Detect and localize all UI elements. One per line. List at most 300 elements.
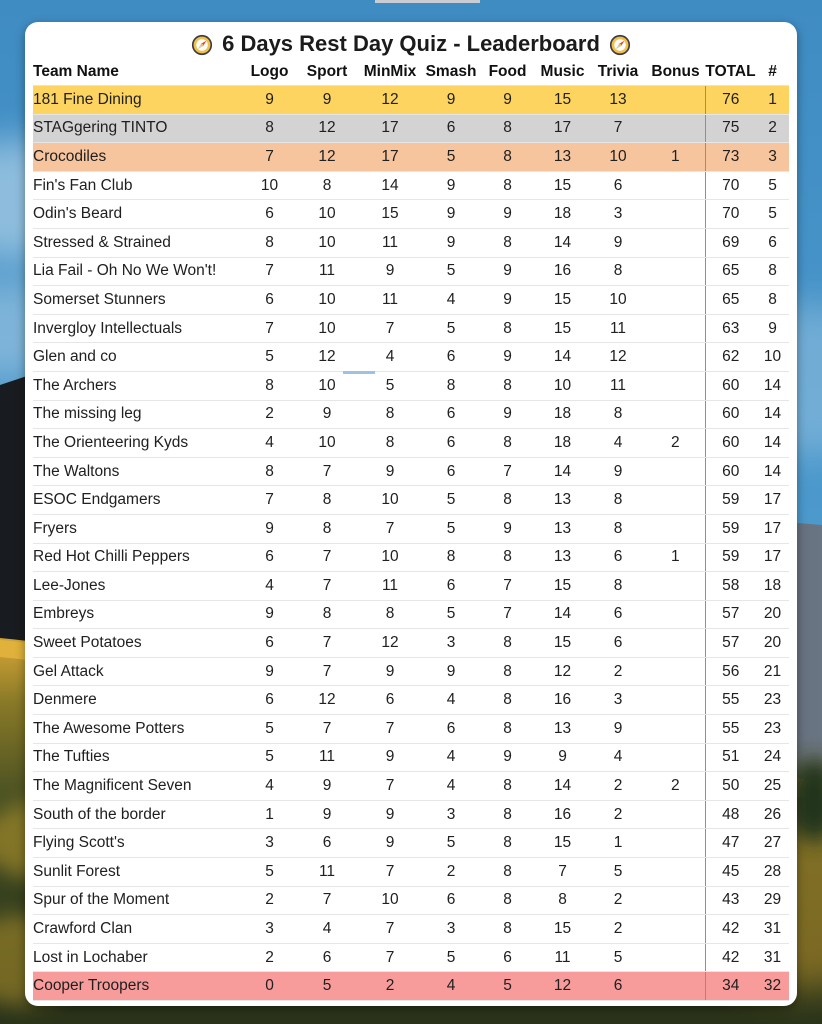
rank-cell: 8 [756,286,789,315]
rank-cell: 10 [756,343,789,372]
score-cell: 8 [480,800,535,829]
score-cell [646,943,705,972]
table-row [33,400,789,429]
score-cell: 6 [422,400,480,429]
score-cell: 8 [243,114,296,143]
score-cell: 10 [296,429,358,458]
score-cell: 18 [535,200,590,229]
score-cell: 1 [646,143,705,172]
rank-cell: 27 [756,829,789,858]
score-cell: 11 [358,286,422,315]
score-cell: 4 [243,772,296,801]
score-cell: 8 [480,629,535,658]
score-cell [646,343,705,372]
score-cell: 13 [535,486,590,515]
score-cell: 15 [535,572,590,601]
team-name-cell: The Waltons [33,457,243,486]
score-cell: 6 [422,457,480,486]
rank-cell: 20 [756,600,789,629]
page-title [33,28,789,59]
score-cell: 3 [422,629,480,658]
score-cell: 10 [296,314,358,343]
score-cell: 15 [535,286,590,315]
score-cell: 8 [296,514,358,543]
total-cell: 69 [705,228,756,257]
score-cell: 6 [243,543,296,572]
score-cell: 5 [422,143,480,172]
rank-cell: 17 [756,486,789,515]
table-row [33,972,789,1001]
score-cell: 9 [422,228,480,257]
score-cell: 10 [296,228,358,257]
team-name-cell: The missing leg [33,400,243,429]
score-cell: 10 [535,371,590,400]
score-cell: 14 [358,171,422,200]
column-header-music: Music [535,59,590,86]
team-name-cell: Embreys [33,600,243,629]
score-cell: 6 [590,629,646,658]
score-cell: 8 [243,371,296,400]
table-row [33,514,789,543]
score-cell [646,171,705,200]
top-scrollbar-strip [375,0,480,3]
score-cell: 4 [590,743,646,772]
score-cell: 13 [535,514,590,543]
score-cell: 10 [243,171,296,200]
column-header-smash: Smash [422,59,480,86]
score-cell: 5 [480,972,535,1001]
score-cell: 17 [358,143,422,172]
compass-icon [191,33,213,55]
score-cell: 7 [296,457,358,486]
total-cell: 59 [705,486,756,515]
score-cell: 8 [358,429,422,458]
team-name-cell: Lee-Jones [33,572,243,601]
total-cell: 47 [705,829,756,858]
score-cell: 16 [535,800,590,829]
score-cell: 7 [243,257,296,286]
score-cell [646,371,705,400]
column-header-food: Food [480,59,535,86]
score-cell: 9 [358,457,422,486]
score-cell: 5 [422,829,480,858]
score-cell: 8 [480,143,535,172]
score-cell: 2 [646,772,705,801]
score-cell [646,200,705,229]
total-cell: 75 [705,114,756,143]
score-cell: 9 [480,86,535,115]
score-cell: 9 [358,743,422,772]
score-cell: 6 [358,686,422,715]
score-cell [646,572,705,601]
score-cell: 6 [296,829,358,858]
table-row [33,86,789,115]
score-cell: 8 [422,371,480,400]
team-name-cell: Fin's Fan Club [33,171,243,200]
score-cell: 6 [422,715,480,744]
table-row [33,772,789,801]
score-cell: 15 [358,200,422,229]
total-cell: 58 [705,572,756,601]
team-name-cell: Crawford Clan [33,915,243,944]
score-cell: 7 [296,572,358,601]
score-cell: 11 [296,858,358,887]
score-cell: 12 [535,972,590,1001]
rank-cell: 24 [756,743,789,772]
score-cell: 3 [590,686,646,715]
score-cell: 6 [422,886,480,915]
score-cell: 7 [296,657,358,686]
score-cell: 11 [358,228,422,257]
column-header-trivia: Trivia [590,59,646,86]
team-name-cell: The Archers [33,371,243,400]
score-cell: 12 [296,143,358,172]
score-cell: 7 [480,572,535,601]
table-row [33,686,789,715]
rank-cell: 2 [756,114,789,143]
score-cell: 10 [590,286,646,315]
score-cell: 5 [243,343,296,372]
score-cell: 12 [358,629,422,658]
score-cell: 8 [480,829,535,858]
score-cell: 15 [535,915,590,944]
rank-cell: 14 [756,457,789,486]
table-row [33,143,789,172]
score-cell: 8 [358,600,422,629]
score-cell [646,286,705,315]
score-cell: 6 [590,543,646,572]
score-cell: 17 [535,114,590,143]
score-cell: 2 [590,657,646,686]
score-cell: 2 [646,429,705,458]
score-cell: 15 [535,171,590,200]
score-cell: 4 [422,972,480,1001]
score-cell: 18 [535,429,590,458]
score-cell: 8 [480,886,535,915]
table-row [33,629,789,658]
score-cell: 14 [535,600,590,629]
score-cell: 5 [422,314,480,343]
team-name-cell: STAGgering TINTO [33,114,243,143]
score-cell: 2 [358,972,422,1001]
team-name-cell: Spur of the Moment [33,886,243,915]
score-cell: 9 [296,800,358,829]
score-cell: 9 [243,86,296,115]
score-cell: 7 [243,486,296,515]
score-cell: 16 [535,686,590,715]
total-cell: 50 [705,772,756,801]
score-cell [646,486,705,515]
table-row [33,715,789,744]
table-row [33,858,789,887]
score-cell: 10 [358,543,422,572]
score-cell: 6 [422,114,480,143]
score-cell: 8 [535,886,590,915]
score-cell: 7 [358,514,422,543]
score-cell: 7 [480,457,535,486]
rank-cell: 3 [756,143,789,172]
team-name-cell: South of the border [33,800,243,829]
score-cell: 15 [535,314,590,343]
total-cell: 57 [705,629,756,658]
score-cell [646,86,705,115]
score-cell: 6 [422,343,480,372]
score-cell: 1 [590,829,646,858]
rank-cell: 6 [756,228,789,257]
rank-cell: 26 [756,800,789,829]
score-cell: 6 [422,429,480,458]
team-name-cell: ESOC Endgamers [33,486,243,515]
score-cell: 8 [296,486,358,515]
score-cell: 10 [296,200,358,229]
score-cell [646,314,705,343]
rank-cell: 31 [756,915,789,944]
score-cell: 7 [358,772,422,801]
score-cell: 8 [590,572,646,601]
team-name-cell: Glen and co [33,343,243,372]
score-cell: 9 [480,514,535,543]
score-cell: 12 [590,343,646,372]
score-cell: 10 [358,486,422,515]
score-cell [646,686,705,715]
score-cell: 5 [243,715,296,744]
score-cell: 4 [590,429,646,458]
table-row [33,343,789,372]
score-cell: 16 [535,257,590,286]
score-cell: 9 [243,514,296,543]
score-cell: 8 [480,114,535,143]
score-cell [646,114,705,143]
score-cell: 8 [480,915,535,944]
total-cell: 60 [705,400,756,429]
total-cell: 45 [705,858,756,887]
score-cell: 8 [358,400,422,429]
score-cell: 6 [590,972,646,1001]
column-header-team: Team Name [33,59,243,86]
table-row [33,657,789,686]
total-cell: 76 [705,86,756,115]
score-cell: 8 [480,543,535,572]
table-row [33,371,789,400]
team-name-cell: Gel Attack [33,657,243,686]
score-cell: 15 [535,629,590,658]
column-header-logo: Logo [243,59,296,86]
score-cell: 8 [480,715,535,744]
score-cell: 13 [535,143,590,172]
score-cell: 4 [422,286,480,315]
score-cell: 9 [358,829,422,858]
score-cell: 4 [422,772,480,801]
score-cell: 8 [480,858,535,887]
score-cell: 8 [480,686,535,715]
score-cell: 7 [296,715,358,744]
score-cell: 2 [243,886,296,915]
score-cell: 9 [480,286,535,315]
rank-cell: 5 [756,171,789,200]
score-cell: 8 [590,257,646,286]
table-row [33,600,789,629]
score-cell: 5 [358,371,422,400]
total-cell: 65 [705,257,756,286]
score-cell: 1 [646,543,705,572]
score-cell: 6 [243,686,296,715]
rank-cell: 28 [756,858,789,887]
rank-cell: 21 [756,657,789,686]
score-cell: 6 [243,629,296,658]
total-cell: 56 [705,657,756,686]
score-cell: 9 [590,228,646,257]
total-cell: 51 [705,743,756,772]
score-cell: 3 [243,915,296,944]
table-row [33,228,789,257]
table-row [33,200,789,229]
score-cell: 12 [296,343,358,372]
score-cell: 8 [480,486,535,515]
total-cell: 65 [705,286,756,315]
leaderboard-body [33,86,789,1001]
team-name-cell: Cooper Troopers [33,972,243,1001]
score-cell: 6 [296,943,358,972]
team-name-cell: Sunlit Forest [33,858,243,887]
score-cell: 14 [535,343,590,372]
score-cell: 6 [480,943,535,972]
score-cell: 4 [358,343,422,372]
score-cell: 8 [480,314,535,343]
score-cell: 12 [535,657,590,686]
table-row [33,572,789,601]
score-cell: 9 [480,257,535,286]
total-cell: 60 [705,371,756,400]
score-cell: 9 [535,743,590,772]
rank-cell: 18 [756,572,789,601]
score-cell: 13 [535,715,590,744]
table-row [33,286,789,315]
table-row [33,800,789,829]
rank-cell: 8 [756,257,789,286]
score-cell: 5 [422,257,480,286]
score-cell: 5 [243,743,296,772]
score-cell: 9 [358,657,422,686]
total-cell: 59 [705,543,756,572]
team-name-cell: Flying Scott's [33,829,243,858]
table-row [33,915,789,944]
score-cell: 7 [243,314,296,343]
table-row [33,114,789,143]
score-cell: 2 [590,915,646,944]
leaderboard-header-row [33,59,789,86]
score-cell: 5 [422,514,480,543]
score-cell: 7 [480,600,535,629]
score-cell: 9 [243,600,296,629]
score-cell: 11 [590,314,646,343]
score-cell: 9 [480,200,535,229]
total-cell: 55 [705,686,756,715]
score-cell: 9 [358,257,422,286]
total-cell: 48 [705,800,756,829]
leaderboard-card [25,22,797,1006]
score-cell: 10 [590,143,646,172]
score-cell: 8 [480,171,535,200]
total-cell: 34 [705,972,756,1001]
score-cell: 7 [535,858,590,887]
score-cell: 3 [422,800,480,829]
score-cell: 8 [590,400,646,429]
score-cell: 5 [422,486,480,515]
team-name-cell: The Magnificent Seven [33,772,243,801]
cell-selection-artifact [343,371,375,374]
score-cell: 9 [422,171,480,200]
score-cell: 7 [243,143,296,172]
column-header-rank: # [756,59,789,86]
score-cell: 2 [590,886,646,915]
score-cell: 8 [590,486,646,515]
total-cell: 42 [705,915,756,944]
score-cell: 5 [590,858,646,887]
score-cell: 17 [358,114,422,143]
total-cell: 42 [705,943,756,972]
team-name-cell: The Tufties [33,743,243,772]
score-cell: 8 [243,228,296,257]
score-cell: 9 [480,343,535,372]
score-cell: 15 [535,86,590,115]
score-cell [646,829,705,858]
score-cell: 14 [535,457,590,486]
table-row [33,171,789,200]
team-name-cell: Crocodiles [33,143,243,172]
score-cell: 8 [480,371,535,400]
score-cell: 14 [535,772,590,801]
score-cell: 9 [422,200,480,229]
score-cell [646,629,705,658]
total-cell: 70 [705,171,756,200]
table-row [33,429,789,458]
rank-cell: 23 [756,715,789,744]
leaderboard-table [33,59,789,1001]
total-cell: 55 [705,715,756,744]
score-cell [646,886,705,915]
team-name-cell: Somerset Stunners [33,286,243,315]
team-name-cell: Red Hot Chilli Peppers [33,543,243,572]
total-cell: 43 [705,886,756,915]
score-cell [646,657,705,686]
score-cell: 6 [590,171,646,200]
score-cell: 7 [296,629,358,658]
score-cell: 5 [422,600,480,629]
score-cell: 7 [590,114,646,143]
score-cell: 9 [480,400,535,429]
table-row [33,829,789,858]
score-cell: 6 [590,600,646,629]
score-cell: 9 [243,657,296,686]
score-cell: 8 [480,657,535,686]
team-name-cell: Denmere [33,686,243,715]
score-cell: 5 [243,858,296,887]
rank-cell: 5 [756,200,789,229]
score-cell: 14 [535,228,590,257]
rank-cell: 23 [756,686,789,715]
score-cell: 15 [535,829,590,858]
score-cell: 2 [590,800,646,829]
score-cell: 5 [296,972,358,1001]
team-name-cell: Lia Fail - Oh No We Won't! [33,257,243,286]
column-header-minmix: MinMix [358,59,422,86]
score-cell: 11 [358,572,422,601]
score-cell: 10 [296,371,358,400]
total-cell: 60 [705,457,756,486]
score-cell: 5 [422,943,480,972]
rank-cell: 17 [756,514,789,543]
score-cell: 8 [480,228,535,257]
